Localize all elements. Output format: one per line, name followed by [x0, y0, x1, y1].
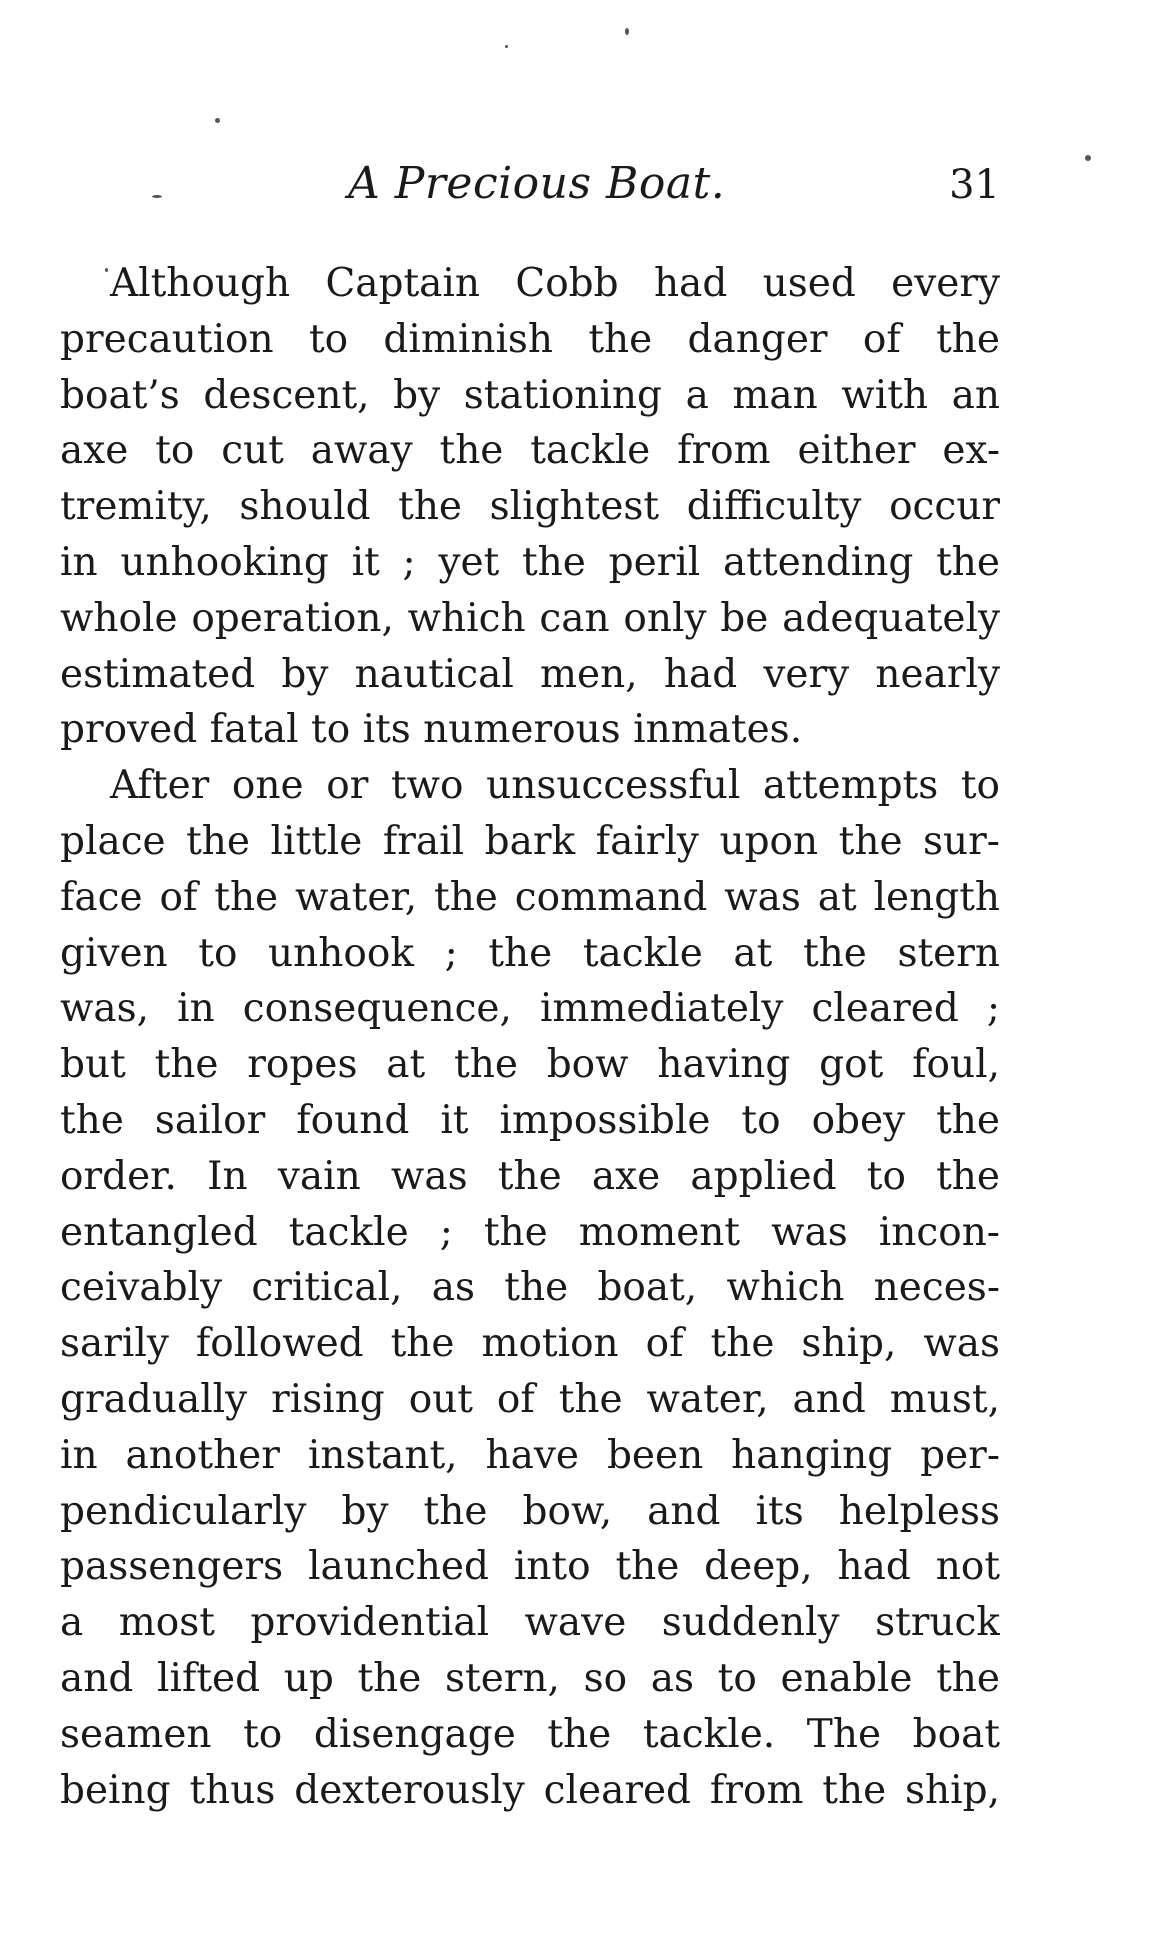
- text-line: boat’s descent, by stationing a man with an: [60, 372, 1000, 418]
- text-line: axe to cut away the tackle from either ex-: [60, 428, 1000, 474]
- text-line: face of the water, the command was at length: [60, 874, 1000, 920]
- text-line: and lifted up the stern, so as to enable the: [60, 1655, 1000, 1701]
- print-speck: [625, 28, 629, 35]
- text-line: Although Captain Cobb had used every: [110, 261, 1000, 306]
- text-line: whole operation, which can only be adequately: [60, 595, 1000, 641]
- print-speck: [1085, 155, 1091, 161]
- text-line: place the little frail bark fairly upon the sur-: [60, 818, 1000, 864]
- text-line: seamen to disengage the tackle. The boat: [60, 1711, 1000, 1757]
- text-line: a most providential wave suddenly struck: [60, 1600, 1000, 1646]
- text-line: sarily followed the motion of the ship, was: [60, 1321, 1000, 1367]
- text-line: gradually rising out of the water, and must,: [60, 1376, 1000, 1422]
- page-number: 31: [949, 162, 1000, 208]
- text-line: passengers launched into the deep, had not: [60, 1544, 1000, 1590]
- text-line: the sailor found it impossible to obey the: [60, 1097, 1000, 1143]
- text-line: After one or two unsuccessful attempts to: [110, 763, 1000, 809]
- text-line: tremity, should the slightest difficulty occur: [60, 484, 1000, 530]
- text-line: in another instant, have been hanging per-: [60, 1432, 1000, 1478]
- text-line: estimated by nautical men, had very nearly: [60, 651, 1000, 697]
- text-line: being thus dexterously cleared from the ship,: [60, 1767, 1000, 1813]
- print-speck: [505, 45, 508, 48]
- text-line: in unhooking it ; yet the peril attending the: [60, 539, 1000, 585]
- running-head: [60, 158, 1000, 218]
- running-title: A Precious Boat.: [348, 158, 726, 209]
- text-line: was, in consequence, immediately cleared ;: [60, 986, 1000, 1032]
- text-line: but the ropes at the bow having got foul,: [60, 1042, 1000, 1088]
- text-line: precaution to diminish the danger of the: [60, 316, 1000, 362]
- print-speck: [215, 118, 220, 123]
- body-text: [60, 256, 1000, 1818]
- text-line: pendicularly by the bow, and its helpless: [60, 1488, 1000, 1534]
- text-line: order. In vain was the axe applied to the: [60, 1153, 1000, 1199]
- text-line: ceivably critical, as the boat, which neces-: [60, 1265, 1000, 1311]
- paragraph: [60, 758, 1000, 1818]
- text-line: proved fatal to its numerous inmates.: [60, 707, 803, 753]
- paragraph: [60, 256, 1000, 758]
- text-line: given to unhook ; the tackle at the stern: [60, 930, 1000, 976]
- text-line: entangled tackle ; the moment was incon-: [60, 1209, 1000, 1255]
